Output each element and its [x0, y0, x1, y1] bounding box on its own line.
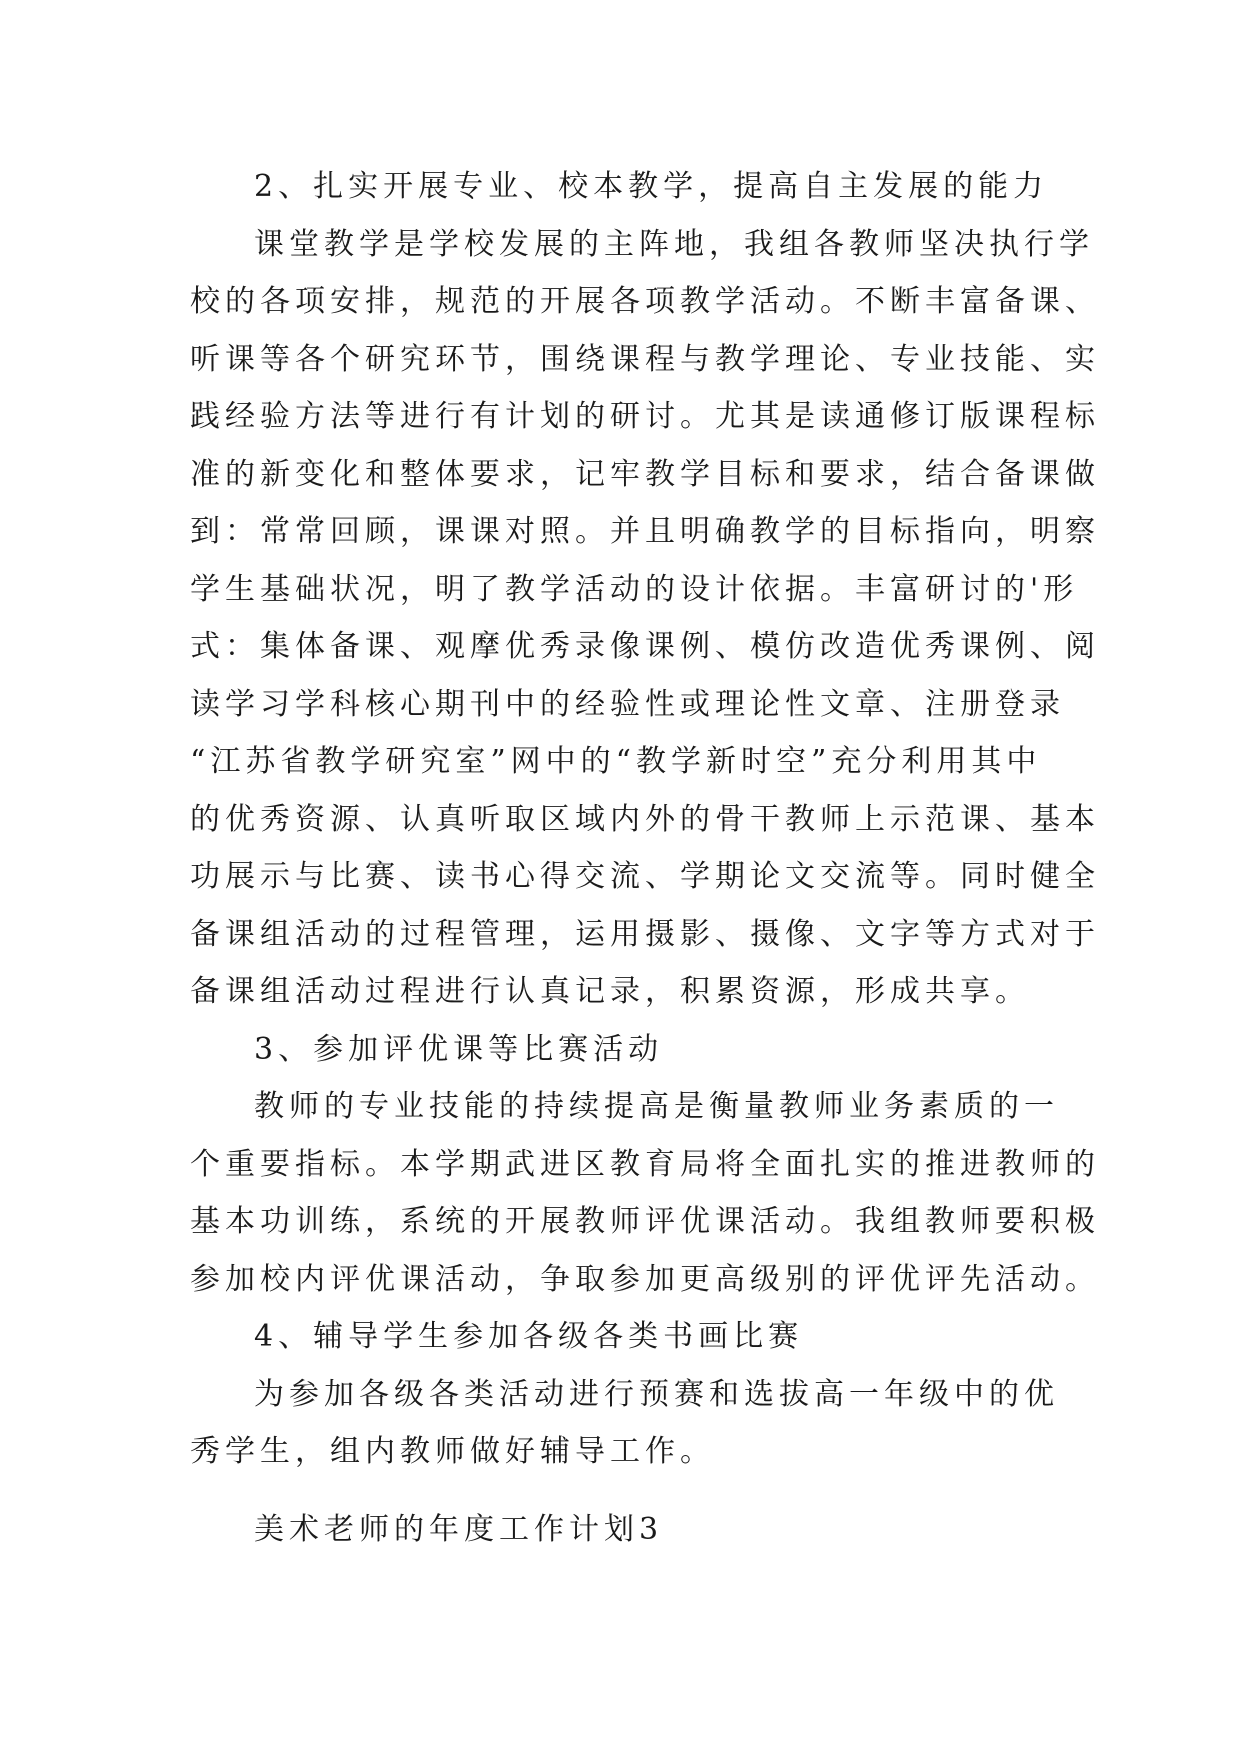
- paragraph-line: 功展示与比赛、读书心得交流、学期论文交流等。同时健全: [190, 859, 1100, 894]
- document-body: [190, 158, 1100, 1558]
- section-heading-3: 3、参加评优课等比赛活动: [254, 1031, 664, 1067]
- paragraph-line: 个重要指标。本学期武进区教育局将全面扎实的推进教师的: [190, 1146, 1100, 1182]
- paragraph-line: 的优秀资源、认真听取区域内外的骨干教师上示范课、基本: [190, 801, 1100, 837]
- paragraph-line: 践经验方法等进行有计划的研讨。尤其是读通修订版课程标: [190, 399, 1100, 434]
- paragraph-line: “江苏省教学研究室”网中的“教学新时空”充分利用其中: [190, 744, 1042, 779]
- paragraph-line: 课堂教学是学校发展的主阵地，我组各教师坚决执行学: [254, 226, 1094, 262]
- section-heading-4: 4、辅导学生参加各级各类书画比赛: [254, 1319, 804, 1354]
- paragraph-line: 备课组活动的过程管理，运用摄影、摄像、文字等方式对于: [190, 916, 1100, 952]
- paragraph-line: 到：常常回顾，课课对照。并且明确教学的目标指向，明察: [190, 514, 1100, 549]
- paragraph-line: 基本功训练，系统的开展教师评优课活动。我组教师要积极: [190, 1204, 1100, 1239]
- paragraph-line: 为参加各级各类活动进行预赛和选拔高一年级中的优: [254, 1376, 1059, 1412]
- spacer: [190, 1481, 1070, 1501]
- paragraph-line: 准的新变化和整体要求，记牢教学目标和要求，结合备课做: [190, 456, 1100, 492]
- paragraph-line: 备课组活动过程进行认真记录，积累资源，形成共享。: [190, 974, 1030, 1009]
- paragraph-line: 式：集体备课、观摩优秀录像课例、模仿改造优秀课例、阅: [190, 629, 1100, 664]
- paragraph-line: 校的各项安排，规范的开展各项教学活动。不断丰富备课、: [190, 284, 1100, 319]
- paragraph-line: 参加校内评优课活动，争取参加更高级别的评优评先活动。: [190, 1261, 1100, 1297]
- paragraph-line: 听课等各个研究环节，围绕课程与教学理论、专业技能、实: [190, 341, 1100, 377]
- paragraph-line: 读学习学科核心期刊中的经验性或理论性文章、注册登录: [190, 686, 1065, 722]
- paragraph-line: 秀学生，组内教师做好辅导工作。: [190, 1434, 715, 1469]
- document-subtitle: 美术老师的年度工作计划3: [254, 1511, 664, 1547]
- section-heading-2: 2、扎实开展专业、校本教学，提高自主发展的能力: [254, 169, 1049, 204]
- paragraph-line: 学生基础状况，明了教学活动的设计依据。丰富研讨的'形: [190, 571, 1079, 607]
- paragraph-line: 教师的专业技能的持续提高是衡量教师业务素质的一: [254, 1089, 1059, 1124]
